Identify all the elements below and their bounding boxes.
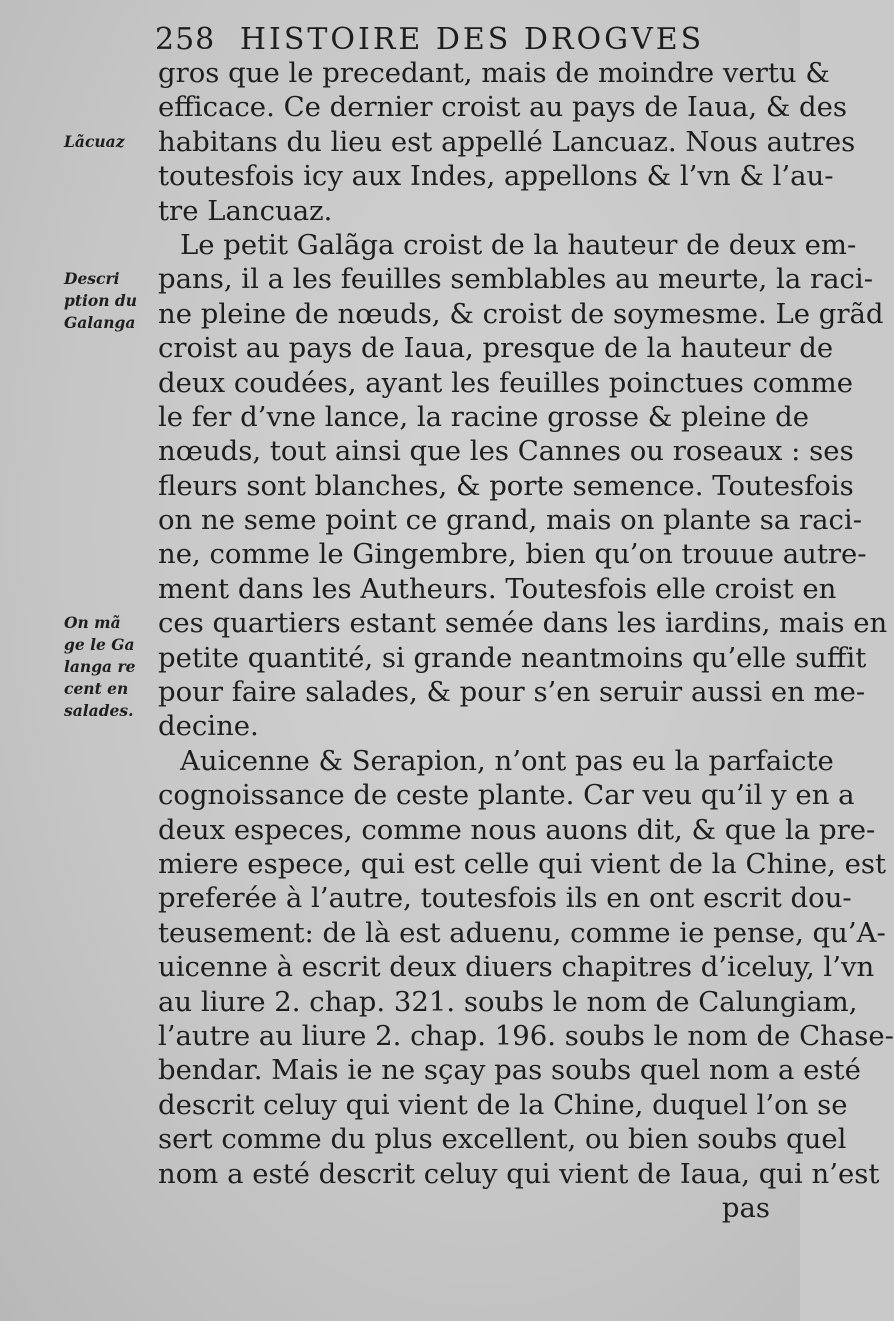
- marginal-note-line: cent en: [64, 679, 129, 699]
- text-line: nœuds, tout ainsi que les Cannes ou roseaux : ses: [158, 435, 854, 468]
- page-header: [155, 22, 775, 57]
- text-line: deux coudées, ayant les feuilles poinctues comme: [158, 366, 854, 399]
- text-line: cognoissance de ceste plante. Car veu qu’il y en a: [158, 779, 855, 812]
- text-line: tre Lancuaz.: [158, 194, 333, 227]
- marginal-note-line: ge le Ga: [64, 635, 135, 655]
- text-line: habitans du lieu est appellé Lancuaz. Nous autres: [158, 125, 856, 158]
- text-line: ces quartiers estant semée dans les iardins, mais en: [158, 607, 888, 640]
- text-line: au liure 2. chap. 321. soubs le nom de Calungiam,: [158, 985, 858, 1018]
- marginal-note-line: On mã: [64, 613, 121, 633]
- text-line: descrit celuy qui vient de la Chine, duquel l’on se: [158, 1088, 848, 1121]
- marginal-note-line: Lãcuaz: [64, 131, 125, 151]
- text-line: ne pleine de nœuds, & croist de soymesme. Le grãd: [158, 297, 884, 330]
- marginal-note: [64, 131, 156, 153]
- text-line: efficace. Ce dernier croist au pays de Iaua, & des: [158, 91, 848, 124]
- text-line: pans, il a les feuilles semblables au meurte, la raci-: [158, 263, 873, 296]
- text-line: toutesfois icy aux Indes, appellons & l’vn & l’au-: [158, 160, 834, 193]
- text-line: preferée à l’autre, toutesfois ils en ont escrit dou-: [158, 882, 852, 915]
- running-title: HISTOIRE DES DROGVES: [239, 22, 705, 57]
- text-line: bendar. Mais ie ne sçay pas soubs quel nom a esté: [158, 1054, 861, 1087]
- marginal-note-line: ption du: [64, 291, 137, 311]
- text-line: Auicenne & Serapion, n’ont pas eu la parfaicte: [180, 744, 834, 777]
- text-line: decine.: [158, 710, 259, 743]
- text-line: petite quantité, si grande neantmoins qu’elle suffit: [158, 641, 867, 674]
- text-line: croist au pays de Iaua, presque de la hauteur de: [158, 332, 834, 365]
- marginal-note-line: Descri: [64, 269, 120, 289]
- text-line: teusement: de là est aduenu, comme ie pense, qu’A-: [158, 916, 886, 949]
- text-line: pas: [721, 1191, 770, 1224]
- page-number: 258: [155, 22, 216, 57]
- text-line: le fer d’vne lance, la racine grosse & pleine de: [158, 400, 810, 433]
- marginal-note: [64, 612, 156, 722]
- text-line: on ne seme point ce grand, mais on plante sa raci-: [158, 504, 863, 537]
- text-line: ne, comme le Gingembre, bien qu’on trouue autre-: [158, 538, 867, 571]
- main-text: [158, 56, 894, 1225]
- text-line: sert comme du plus excellent, ou bien soubs quel: [158, 1123, 847, 1156]
- marginal-note-line: Galanga: [64, 313, 136, 333]
- text-line: fleurs sont blanches, & porte semence. Toutesfois: [158, 469, 854, 502]
- text-line: nom a esté descrit celuy qui vient de Iaua, qui n’est: [158, 1157, 880, 1190]
- text-line: l’autre au liure 2. chap. 196. soubs le nom de Chase-: [158, 1019, 894, 1052]
- marginal-note-line: salades.: [64, 701, 134, 721]
- marginal-note-line: langa re: [64, 657, 136, 677]
- text-line: deux especes, comme nous auons dit, & que la pre-: [158, 813, 876, 846]
- text-line: Le petit Galãga croist de la hauteur de deux em-: [180, 228, 857, 261]
- text-line: pour faire salades, & pour s’en seruir aussi en me-: [158, 676, 866, 709]
- text-line: ment dans les Autheurs. Toutesfois elle croist en: [158, 572, 837, 605]
- marginal-note: [64, 268, 156, 334]
- text-line: gros que le precedant, mais de moindre vertu &: [158, 57, 830, 89]
- text-line: uicenne à escrit deux diuers chapitres d’iceluy, l’vn: [158, 951, 875, 984]
- text-line: miere espece, qui est celle qui vient de la Chine, est: [158, 847, 887, 880]
